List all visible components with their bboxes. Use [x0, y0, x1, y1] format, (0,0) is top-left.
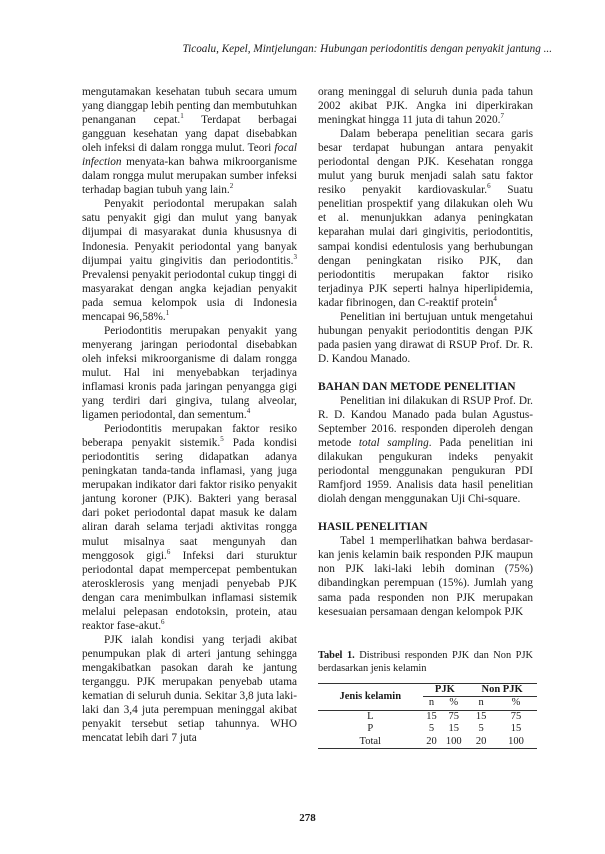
table-cell-label: L — [367, 710, 374, 722]
table-cell: 75 — [448, 710, 459, 722]
table-cell: 75 — [510, 710, 522, 722]
paragraph — [82, 85, 297, 197]
table-cell-label: Total — [318, 736, 423, 749]
table-header-pjk: PJK — [423, 684, 468, 697]
italic-term: focal infection — [82, 142, 297, 169]
text: Penelitian ini dilakukan di RSUP Prof. Dr. R. D. Kandou Manado pada bulan Agustus-September 2016. responden diperoleh dengan metode — [318, 394, 533, 450]
table-cell: 100 — [495, 736, 537, 749]
citation: 2 — [229, 182, 234, 191]
italic-term: total sampling — [358, 437, 429, 450]
text: Pada kondisi periodontitis sering didapatkan adanya peningkatan tanda-tanda inflamasi, yang juga merupakan indikator dari faktor risiko penyakit jantung koroner (PJK). Bakteri yang berasal dari poket periodontal dapat masuk ke dalam aliran darah selama terjadi aktivitas rongga mulut misalnya saat mengunyah dan menggosok gigi. — [82, 437, 297, 562]
paragraph: Tabel 1 memperlihatkan bahwa berdasar-kan jenis kelamin baik responden PJK maupun non PJK laki-laki lebih dominan (75%) dibandingkan perempuan (15%). Jumlah yang sama pada responden non PJK merupakan kesesuaian persamaan dengan kelompok PJK — [318, 535, 533, 618]
citation: 4 — [246, 407, 251, 416]
table-cell: 15 — [426, 710, 437, 722]
text: orang meninggal di seluruh dunia pada tahun 2002 akibat PJK. Angka ini diperkirakan meningkat hingga 11 juta di tahun 2020. — [318, 86, 533, 127]
table-subheader: % — [495, 697, 537, 710]
paragraph: PJK ialah kondisi yang terjadi akibat penumpukan plak di arteri jantung sehingga mengakibatkan pasokan darah ke jantung terganggu. PJK merupakan penyebab utama kematian di seluruh dunia. Sekitar 3,8 juta laki-laki dan 3,4 juta perempuan meninggal akibat penyakit tersebut setiap tahunnya. WHO mencatat lebih dari 7 juta — [82, 633, 297, 745]
table-row — [318, 723, 537, 735]
text: Periodontitis merupakan penyakit yang menyerang jaringan periodontal disebabkan oleh infeksi mikroorganisme di dalam rongga mulut. Hal ini menyebabkan terjadinya inflamasi kronis pada jaringan penyangga gigi yang terdiri dari gingiva, tulang alveolar, ligamen periodontal, dan sementum. — [82, 324, 297, 422]
citation: 6 — [487, 182, 491, 191]
table-cell: 5 — [478, 723, 484, 735]
paragraph — [82, 324, 297, 422]
right-column — [318, 85, 533, 749]
table-cell: 5 — [428, 723, 435, 735]
table-caption-label: Tabel 1. — [318, 649, 355, 661]
citation: 5 — [220, 435, 224, 444]
section-heading-methods: BAHAN DAN METODE PENELITIAN — [318, 380, 516, 393]
table-cell: 15 — [510, 723, 522, 735]
text: Infeksi dari sturuktur periodontal dapat mempercepat pembentukan aterosklerosis yang menjadi penyebab PJK dengan cara menimbulkan inflamasi sistemik melalui pelepasan endotoksin, protein, atau reaktor fase-akut. — [82, 549, 297, 632]
text: Terdapat berbagai gangguan kesehatan yang dapat disebabkan oleh infeksi di dalam rongga mulut. Teori — [82, 114, 297, 155]
text: Periodontitis merupakan faktor resiko beberapa penyakit sistemik. — [82, 423, 297, 450]
citation: 1 — [165, 308, 170, 317]
table-header-row — [318, 684, 537, 697]
text: Prevalensi penyakit periodontal cukup tinggi di masyarakat dengan angka kejadian penyakit pada semua kelompok usia di Indonesia mencapai 96,58%. — [82, 268, 297, 323]
citation: 4 — [493, 294, 497, 303]
citation: 6 — [161, 617, 165, 626]
table-subheader: n — [467, 697, 495, 710]
paragraph — [318, 394, 533, 506]
table-cell: 15 — [448, 723, 459, 735]
citation: 6 — [166, 547, 171, 556]
text: Penyakit periodontal merupakan salah satu penyakit gigi dan mulut yang banyak dijumpai di masyarakat dunia khususnya di Indonesia. Penyakit periodontal yang banyak dijumpai yaitu gingivitis dan periodontitis. — [82, 198, 297, 267]
section-heading-results: HASIL PENELITIAN — [318, 521, 428, 534]
table-1 — [318, 683, 537, 749]
text: . Pada penelitian ini dilakukan pengukuran indeks penyakit periodontal menggunakan pengukuran PDI Ramfjord 1959. Analisis data hasil penelitian diolah dengan menggunakan Uji Chi-square. — [318, 437, 533, 506]
text: menyata-kan bahwa mikroorganisme dalam rongga mulut merupakan sumber infeksi terhadap bagian tubuh yang lain. — [82, 156, 297, 197]
left-column — [82, 85, 297, 745]
table-cell: 100 — [440, 736, 467, 749]
page-number: 278 — [299, 812, 316, 824]
citation: 7 — [500, 112, 504, 121]
paragraph: Penelitian ini bertujuan untuk mengetahui hubungan penyakit periodontitis dengan PJK pada pasien yang dirawat di RSUP Prof. Dr. R. D. Kandou Manado. — [318, 310, 533, 365]
table-subheader: % — [440, 697, 467, 710]
text: mengutamakan kesehatan tubuh secara umum yang dianggap lebih penting dan membutuhkan penanganan cepat. — [82, 86, 297, 127]
text: Dalam beberapa penelitian secara garis besar terdapat hubungan antara penyakit periodontal dengan PJK. Kesehatan rongga mulut yang buruk menjadi salah satu faktor resiko penyakit kardiovaskular. — [318, 128, 533, 197]
text: Suatu penelitian prospektif yang dilakukan oleh Wu et al. menunjukkan adanya peningkatan keparahan mulai dari gingivitis, periodontitis, sampai kondisi edentulosis yang berhubungan dengan peningkatan risiko PJK, dan periodontitis merupakan faktor risiko terjadinya PJK seperti halnya hiperlipidemia, kadar fibrinogen, dan C-reaktif protein — [318, 184, 533, 309]
table-caption — [318, 649, 533, 675]
table-cell: 20 — [423, 736, 441, 749]
paragraph — [318, 85, 533, 127]
table-header-jenis-kelamin: Jenis kelamin — [318, 684, 423, 711]
table-cell: 15 — [475, 710, 487, 722]
running-head: Ticoalu, Kepel, Mintjelungan: Hubungan periodontitis dengan penyakit jantung ... — [182, 43, 552, 55]
table-header-non-pjk: Non PJK — [467, 684, 537, 697]
paragraph — [82, 422, 297, 633]
table-row — [318, 736, 537, 749]
paragraph — [318, 127, 533, 310]
citation: 3 — [293, 252, 297, 261]
table-caption-text: Distribusi responden PJK dan Non PJK berdasarkan jenis kelamin — [318, 649, 533, 674]
table-cell: 20 — [467, 736, 495, 749]
table-subheader: n — [423, 697, 441, 710]
table-cell-label: P — [367, 723, 374, 735]
table-row — [318, 710, 537, 723]
citation: 1 — [180, 112, 184, 121]
paragraph — [82, 197, 297, 323]
